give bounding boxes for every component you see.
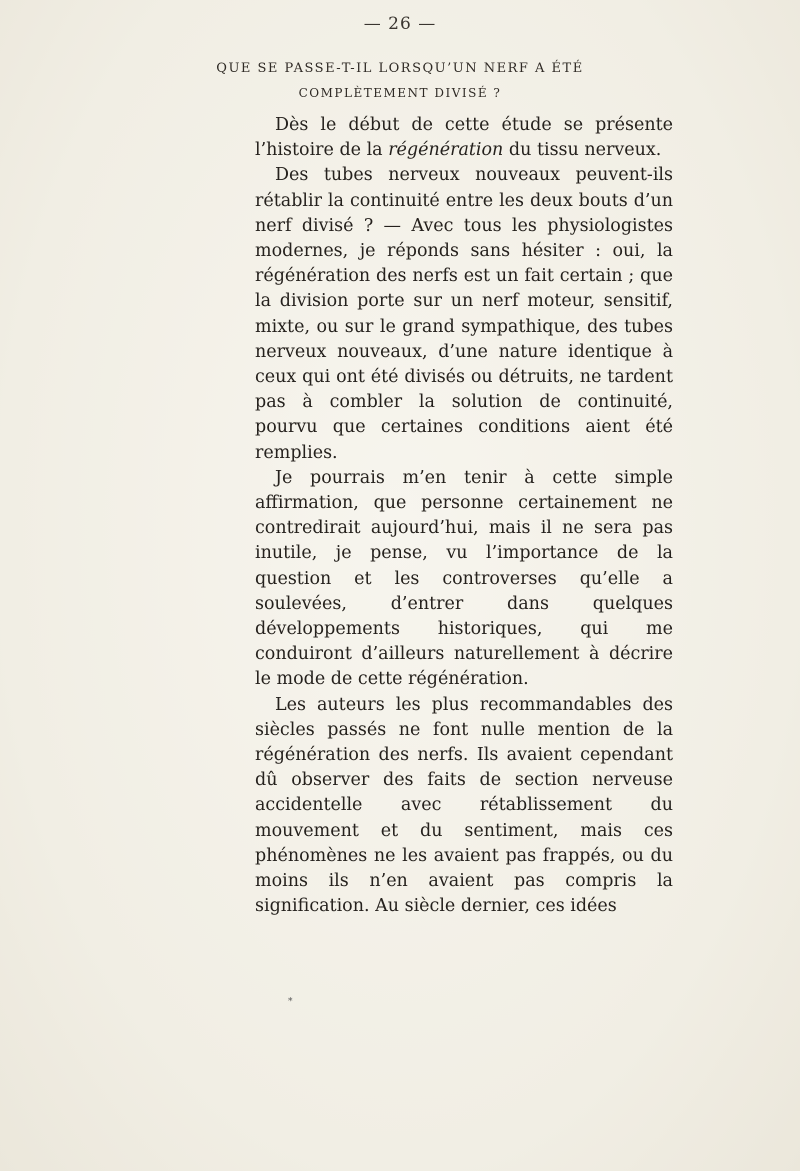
section-heading: QUE SE PASSE-T-IL LORSQU’UN NERF A ÉTÉ — [216, 61, 584, 76]
stray-ink-mark: * — [288, 997, 293, 1007]
page-number: — 26 — — [363, 14, 437, 34]
section-heading-continued: COMPLÈTEMENT DIVISÉ ? — [298, 86, 502, 100]
paragraph-2: Des tubes nerveux nouveaux peuvent-ils rétablir la continuité entre les deux bouts d’un nerf divisé ? — Avec tous les physiologistes modernes, je réponds sans hésiter : oui, la régénération des nerfs est un fait certain ; que la division porte sur un nerf moteur, sensitif, mixte, ou sur le grand sympathique, des tubes nerveux nouveaux, d’une nature identique à ceux qui ont été divisés ou détruits, ne tardent pas à combler la solution de continuité, pourvu que certaines conditions aient été remplies. — [255, 165, 673, 463]
paragraph-1: Dès le début de cette étude se présente l’histoire de la régénération du tissu nerveux. — [255, 115, 673, 161]
paragraph-3: Je pourrais m’en tenir à cette simple affirmation, que personne certainement ne contredirait aujourd’hui, mais il ne sera pas inutile, je pense, vu l’importance de la question et les controverses qu’elle a soulevées, d’entrer dans quelques développements historiques, qui me conduiront d’ailleurs naturellement à décrire le mode de cette régénération. — [255, 467, 673, 690]
body-text — [255, 113, 673, 920]
paragraph-4: Les auteurs les plus recommandables des siècles passés ne font nulle mention de la régénération des nerfs. Ils avaient cependant dû observer des faits de section nerveuse accidentelle avec rétablissement du mouvement et du sentiment, mais ces phénomènes ne les avaient pas frappés, ou du moins ils n’en avaient pas compris la signification. Au siècle dernier, ces idées — [255, 694, 673, 917]
italic-term: régénération — [388, 140, 504, 161]
